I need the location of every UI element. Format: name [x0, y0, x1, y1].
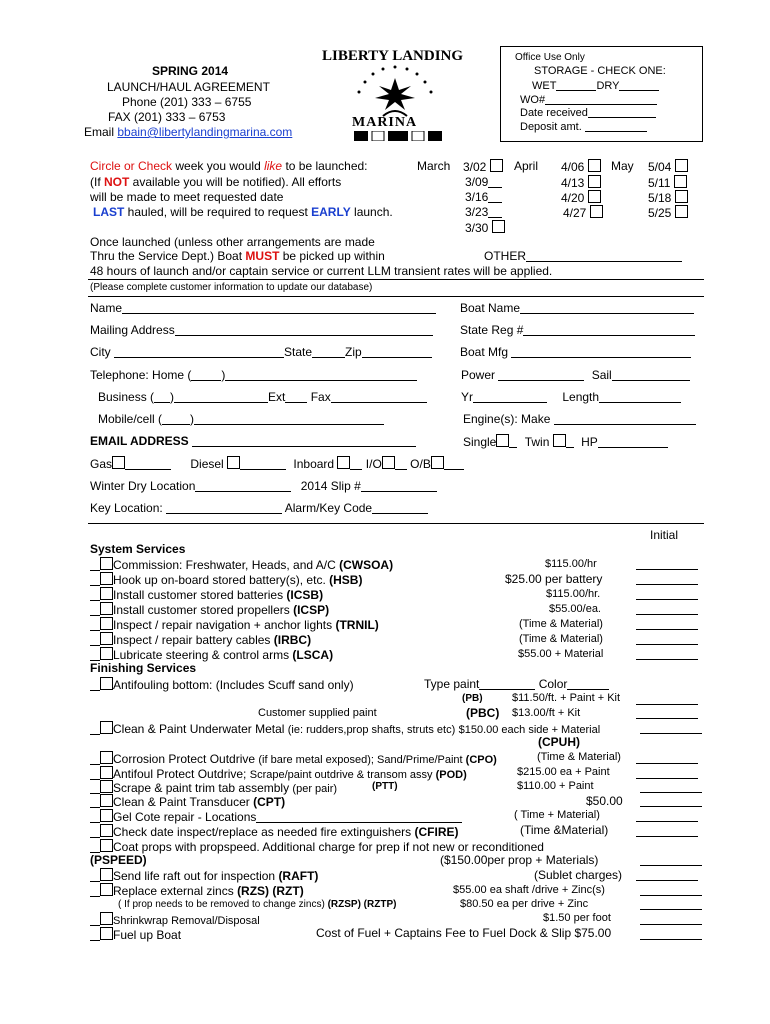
checkbox[interactable] [100, 780, 113, 793]
service-row[interactable]: Check date inspect/replace as needed fire extinguishers (CFIRE) [90, 824, 710, 839]
twin-checkbox[interactable] [553, 434, 566, 447]
wet-label: WET [532, 80, 557, 92]
service-price: $1.50 per foot [543, 912, 611, 924]
key-location-field[interactable] [166, 501, 282, 514]
service-price: $55.00 + Material [518, 648, 604, 660]
other-row [484, 249, 682, 263]
checkbox[interactable] [492, 220, 505, 233]
logo-top-text: LIBERTY LANDING [322, 48, 464, 64]
date-option[interactable]: 4/20 [561, 190, 601, 205]
service-row[interactable]: Commission: Freshwater, Heads, and A/C (CWSOA) [90, 557, 710, 572]
system-services-title: System Services [90, 542, 186, 556]
season-title: SPRING 2014 [152, 64, 229, 78]
service-price: $13.00/ft + Kit [512, 707, 581, 719]
checkbox[interactable] [100, 587, 113, 600]
service-price: $55.00 ea shaft /drive + Zinc(s) [453, 884, 605, 896]
pb-code: (PB) [462, 693, 483, 704]
single-twin-row: Single Twin HP [463, 434, 668, 449]
agreement-title: LAUNCH/HAUL AGREEMENT [107, 80, 270, 94]
divider [88, 296, 704, 297]
checkbox[interactable] [100, 751, 113, 764]
initial-field[interactable] [640, 912, 702, 925]
checkbox[interactable] [100, 883, 113, 896]
zip-field[interactable] [362, 345, 432, 358]
initial-field[interactable] [636, 647, 698, 660]
launch-instruction-3: will be made to meet requested date [90, 190, 284, 204]
once-launched-1: Once launched (unless other arrangements are made [90, 235, 375, 249]
service-price: $115.00/hr [545, 558, 597, 570]
initial-field[interactable] [636, 868, 698, 881]
mailing-row: Mailing Address [90, 323, 433, 337]
home-phone-row: Telephone: Home ( ) [90, 368, 417, 382]
business-phone-field[interactable] [174, 390, 268, 403]
wet-field[interactable] [556, 78, 596, 91]
date-option[interactable]: 4/06 [561, 159, 601, 174]
checkbox[interactable] [100, 809, 113, 822]
ext-field[interactable] [285, 390, 307, 403]
service-row[interactable]: Fuel up Boat [90, 927, 710, 942]
initial-field[interactable] [636, 572, 698, 585]
date-option[interactable]: 4/27 [563, 205, 603, 220]
mobile-area-code-field[interactable] [162, 412, 190, 425]
initial-field[interactable] [636, 557, 698, 570]
service-price: ($150.00per prop + Materials) [440, 853, 599, 867]
service-price: $80.50 ea per drive + Zinc [460, 898, 589, 910]
dry-label: DRY [596, 80, 620, 92]
storage-label: STORAGE - CHECK ONE: [534, 65, 666, 77]
service-row[interactable]: Replace external zincs (RZS) (RZT) [90, 883, 710, 898]
mobile-field[interactable] [194, 412, 384, 425]
service-row[interactable]: Corrosion Protect Outdrive (if bare metal exposed); Sand/Prime/Paint (CPO) [90, 751, 710, 766]
home-area-code-field[interactable] [191, 368, 221, 381]
checkbox[interactable] [100, 927, 113, 940]
boat-name-row: Boat Name [460, 301, 694, 315]
service-row[interactable]: Antifoul Protect Outdrive; Scrape/paint outdrive & transom assy (POD) [90, 766, 710, 781]
launch-instruction-1: Circle or Check week you would like to be launched: [90, 159, 368, 173]
service-price: (Time & Material) [537, 751, 621, 763]
initial-field[interactable] [636, 824, 698, 837]
checkbox[interactable] [100, 602, 113, 615]
transient-notice: 48 hours of launch and/or captain service or current LLM transient rates will be applied. [90, 264, 553, 278]
customer-paint-label: Customer supplied paint [258, 707, 377, 719]
service-row[interactable]: Inspect / repair battery cables (IRBC) [90, 632, 710, 647]
initial-field[interactable] [640, 927, 702, 940]
office-use-title: Office Use Only [515, 52, 585, 63]
power-sail-row: Power Sail [461, 368, 690, 382]
other-label: OTHER [484, 249, 526, 263]
checkbox[interactable] [100, 794, 113, 807]
service-row[interactable]: Install customer stored batteries (ICSB) [90, 587, 710, 602]
other-field[interactable] [526, 249, 682, 262]
boat-name-field[interactable] [520, 301, 694, 314]
initial-field[interactable] [636, 587, 698, 600]
launch-instruction-2: (If NOT available you will be notified). All efforts [90, 175, 342, 189]
flag-stripe-icon [354, 131, 442, 141]
initial-field[interactable] [640, 721, 702, 734]
finishing-services-title: Finishing Services [90, 661, 197, 675]
service-price: $215.00 ea + Paint [517, 766, 610, 778]
date-option[interactable]: 3/30 [465, 220, 505, 235]
service-price: ( Time + Material) [514, 809, 600, 821]
state-reg-field[interactable] [523, 323, 695, 336]
initial-field[interactable] [636, 632, 698, 645]
initial-header: Initial [650, 528, 679, 542]
divider [88, 279, 704, 280]
date-option[interactable]: 4/13 [561, 175, 601, 190]
checkbox[interactable] [100, 677, 113, 690]
date-option[interactable]: 3/02 [463, 159, 503, 174]
april-label: April [514, 159, 539, 173]
pbc-code: (PBC) [466, 706, 500, 720]
checkbox[interactable] [100, 647, 113, 660]
initial-field[interactable] [640, 853, 702, 866]
wo-field[interactable] [545, 92, 657, 105]
alarm-code-field[interactable] [372, 501, 428, 514]
inboard-checkbox[interactable] [337, 456, 350, 469]
slip-field[interactable] [361, 479, 437, 492]
fuel-type-row: Gas Diesel Inboard I/O O/B [90, 456, 464, 471]
deposit-field[interactable] [585, 119, 647, 132]
service-price: $11.50/ft. + Paint + Kit [512, 692, 621, 704]
single-checkbox[interactable] [496, 434, 509, 447]
business-phone-row: Business ( ) Ext Fax [98, 390, 427, 404]
ptt-code: (PTT) [372, 781, 398, 792]
service-row[interactable]: Hook up on-board stored battery(s), etc. (HSB) [90, 572, 710, 587]
io-checkbox[interactable] [382, 456, 395, 469]
key-row: Key Location: Alarm/Key Code [90, 501, 428, 515]
engine-row: Engine(s): Make [463, 412, 696, 426]
service-row[interactable]: Install customer stored propellers (ICSP) [90, 602, 710, 617]
may-label: May [611, 159, 634, 173]
wo-row [520, 92, 657, 106]
name-field[interactable] [122, 301, 436, 314]
date-option[interactable]: 5/25 [648, 205, 688, 220]
deposit-label: Deposit amt. [520, 121, 582, 133]
boat-mfg-field[interactable] [511, 345, 691, 358]
service-row[interactable]: Send life raft out for inspection (RAFT) [90, 868, 710, 883]
gel-location-field[interactable] [256, 810, 462, 823]
type-paint-field[interactable] [479, 677, 535, 690]
date-received-label: Date received [520, 107, 588, 119]
checkbox[interactable] [100, 632, 113, 645]
yr-length-row: Yr Length [461, 390, 681, 404]
initial-field[interactable] [640, 897, 702, 910]
mobile-row: Mobile/cell ( ) [98, 412, 384, 426]
state-field[interactable] [312, 345, 345, 358]
deposit-row [520, 119, 647, 133]
date-option[interactable]: 5/11 [648, 175, 687, 190]
boat-mfg-row: Boat Mfg [460, 345, 691, 359]
date-option[interactable]: 5/04 [648, 159, 688, 174]
service-row[interactable]: Lubricate steering & control arms (LSCA) [90, 647, 710, 662]
state-reg-row: State Reg # [460, 323, 695, 337]
checkbox[interactable] [100, 868, 113, 881]
service-row[interactable]: Inspect / repair navigation + anchor lights (TRNIL) [90, 617, 710, 632]
initial-field[interactable] [636, 809, 698, 822]
sail-field[interactable] [612, 368, 690, 381]
email-address-field[interactable] [192, 434, 416, 447]
zinc-note: ( If prop needs to be removed to change zincs) (RZSP) (RZTP) [118, 899, 397, 910]
phone-number: Phone (201) 333 – 6755 [122, 95, 252, 109]
statue-logo-icon [345, 64, 445, 122]
hp-field[interactable] [598, 435, 668, 448]
email-address-row: EMAIL ADDRESS [90, 434, 416, 448]
paint-type-row: Type paint Color [424, 677, 609, 691]
date-received-field[interactable] [588, 105, 656, 118]
service-row[interactable]: Coat props with propspeed. Additional charge for prep if not new or reconditioned [90, 839, 710, 854]
color-field[interactable] [567, 677, 609, 690]
date-option[interactable]: 3/23 [465, 205, 502, 219]
initial-field[interactable] [636, 751, 698, 764]
service-price: Cost of Fuel + Captains Fee to Fuel Dock & Slip $75.00 [316, 926, 612, 940]
initial-field[interactable] [636, 617, 698, 630]
length-field[interactable] [599, 390, 681, 403]
ob-checkbox[interactable] [431, 456, 444, 469]
march-label: March [417, 159, 451, 173]
service-row[interactable]: Clean & Paint Underwater Metal (ie: rudders,prop shafts, struts etc) $150.00 each side + Material [90, 721, 710, 736]
engine-make-field[interactable] [554, 412, 696, 425]
service-price: (Sublet charges) [534, 868, 623, 882]
checkbox[interactable] [100, 766, 113, 779]
email-line [84, 125, 292, 139]
service-price: $25.00 per battery [505, 572, 603, 586]
checkbox[interactable] [490, 159, 503, 172]
date-option[interactable]: 3/09 [465, 175, 502, 189]
wo-label: WO# [520, 94, 546, 106]
logo-bottom-text: MARINA [352, 115, 418, 130]
yr-field[interactable] [473, 390, 547, 403]
service-row[interactable]: Gel Cote repair - Locations [90, 809, 710, 824]
mailing-field[interactable] [175, 323, 433, 336]
divider [88, 523, 704, 524]
service-row[interactable]: Clean & Paint Transducer (CPT) [90, 794, 710, 809]
service-price: $115.00/hr. [546, 588, 601, 600]
initial-field[interactable] [636, 766, 698, 779]
gas-checkbox[interactable] [112, 456, 125, 469]
launch-instruction-4: LAST hauled, will be required to request EARLY launch. [93, 205, 393, 219]
service-price: $55.00/ea. [549, 603, 601, 615]
winter-location-field[interactable] [195, 479, 291, 492]
fax-field[interactable] [331, 390, 427, 403]
diesel-checkbox[interactable] [227, 456, 240, 469]
city-field[interactable] [114, 345, 284, 358]
update-database-note: (Please complete customer information to update our database) [90, 282, 373, 293]
initial-field[interactable] [640, 794, 702, 807]
once-launched-2: Thru the Service Dept.) Boat MUST be picked up within [90, 249, 385, 263]
name-row: Name [90, 301, 436, 315]
date-option[interactable]: 3/16 [465, 190, 502, 204]
dry-field[interactable] [619, 78, 659, 91]
fax-number: FAX (201) 333 – 6753 [108, 110, 226, 124]
initial-field[interactable] [640, 883, 702, 896]
service-price: (Time & Material) [519, 633, 603, 645]
service-price: $110.00 + Paint [517, 780, 594, 792]
date-received-row [520, 105, 656, 119]
service-row[interactable]: Antifouling bottom: (Includes Scuff sand only) [90, 677, 710, 692]
email-link[interactable]: bbain@libertylandingmarina.com [117, 125, 293, 139]
initial-field[interactable] [640, 780, 702, 793]
power-field[interactable] [498, 368, 584, 381]
checkbox[interactable] [100, 617, 113, 630]
checkbox[interactable] [100, 839, 113, 852]
service-price: $50.00 [586, 794, 623, 808]
cpuh-code: (CPUH) [538, 735, 580, 749]
business-area-code-field[interactable] [154, 390, 170, 403]
service-price: (Time & Material) [519, 618, 603, 630]
city-row: City State Zip [90, 345, 432, 359]
initial-field[interactable] [636, 706, 698, 719]
checkbox[interactable] [100, 572, 113, 585]
service-price: (Time &Material) [520, 823, 609, 837]
pspeed-code: (PSPEED) [90, 853, 147, 867]
storage-options [532, 78, 659, 92]
checkbox[interactable] [100, 557, 113, 570]
winter-row: Winter Dry Location 2014 Slip # [90, 479, 437, 493]
initial-field[interactable] [636, 602, 698, 615]
service-row[interactable]: Scrape & paint trim tab assembly (per pair) [90, 780, 710, 795]
service-row[interactable]: Shrinkwrap Removal/Disposal [90, 912, 710, 927]
initial-field[interactable] [636, 692, 698, 705]
home-phone-field[interactable] [225, 368, 417, 381]
checkbox[interactable] [100, 824, 113, 837]
checkbox[interactable] [100, 721, 113, 734]
date-option[interactable]: 5/18 [648, 190, 688, 205]
email-label: Email [84, 125, 115, 139]
checkbox[interactable] [100, 912, 113, 925]
